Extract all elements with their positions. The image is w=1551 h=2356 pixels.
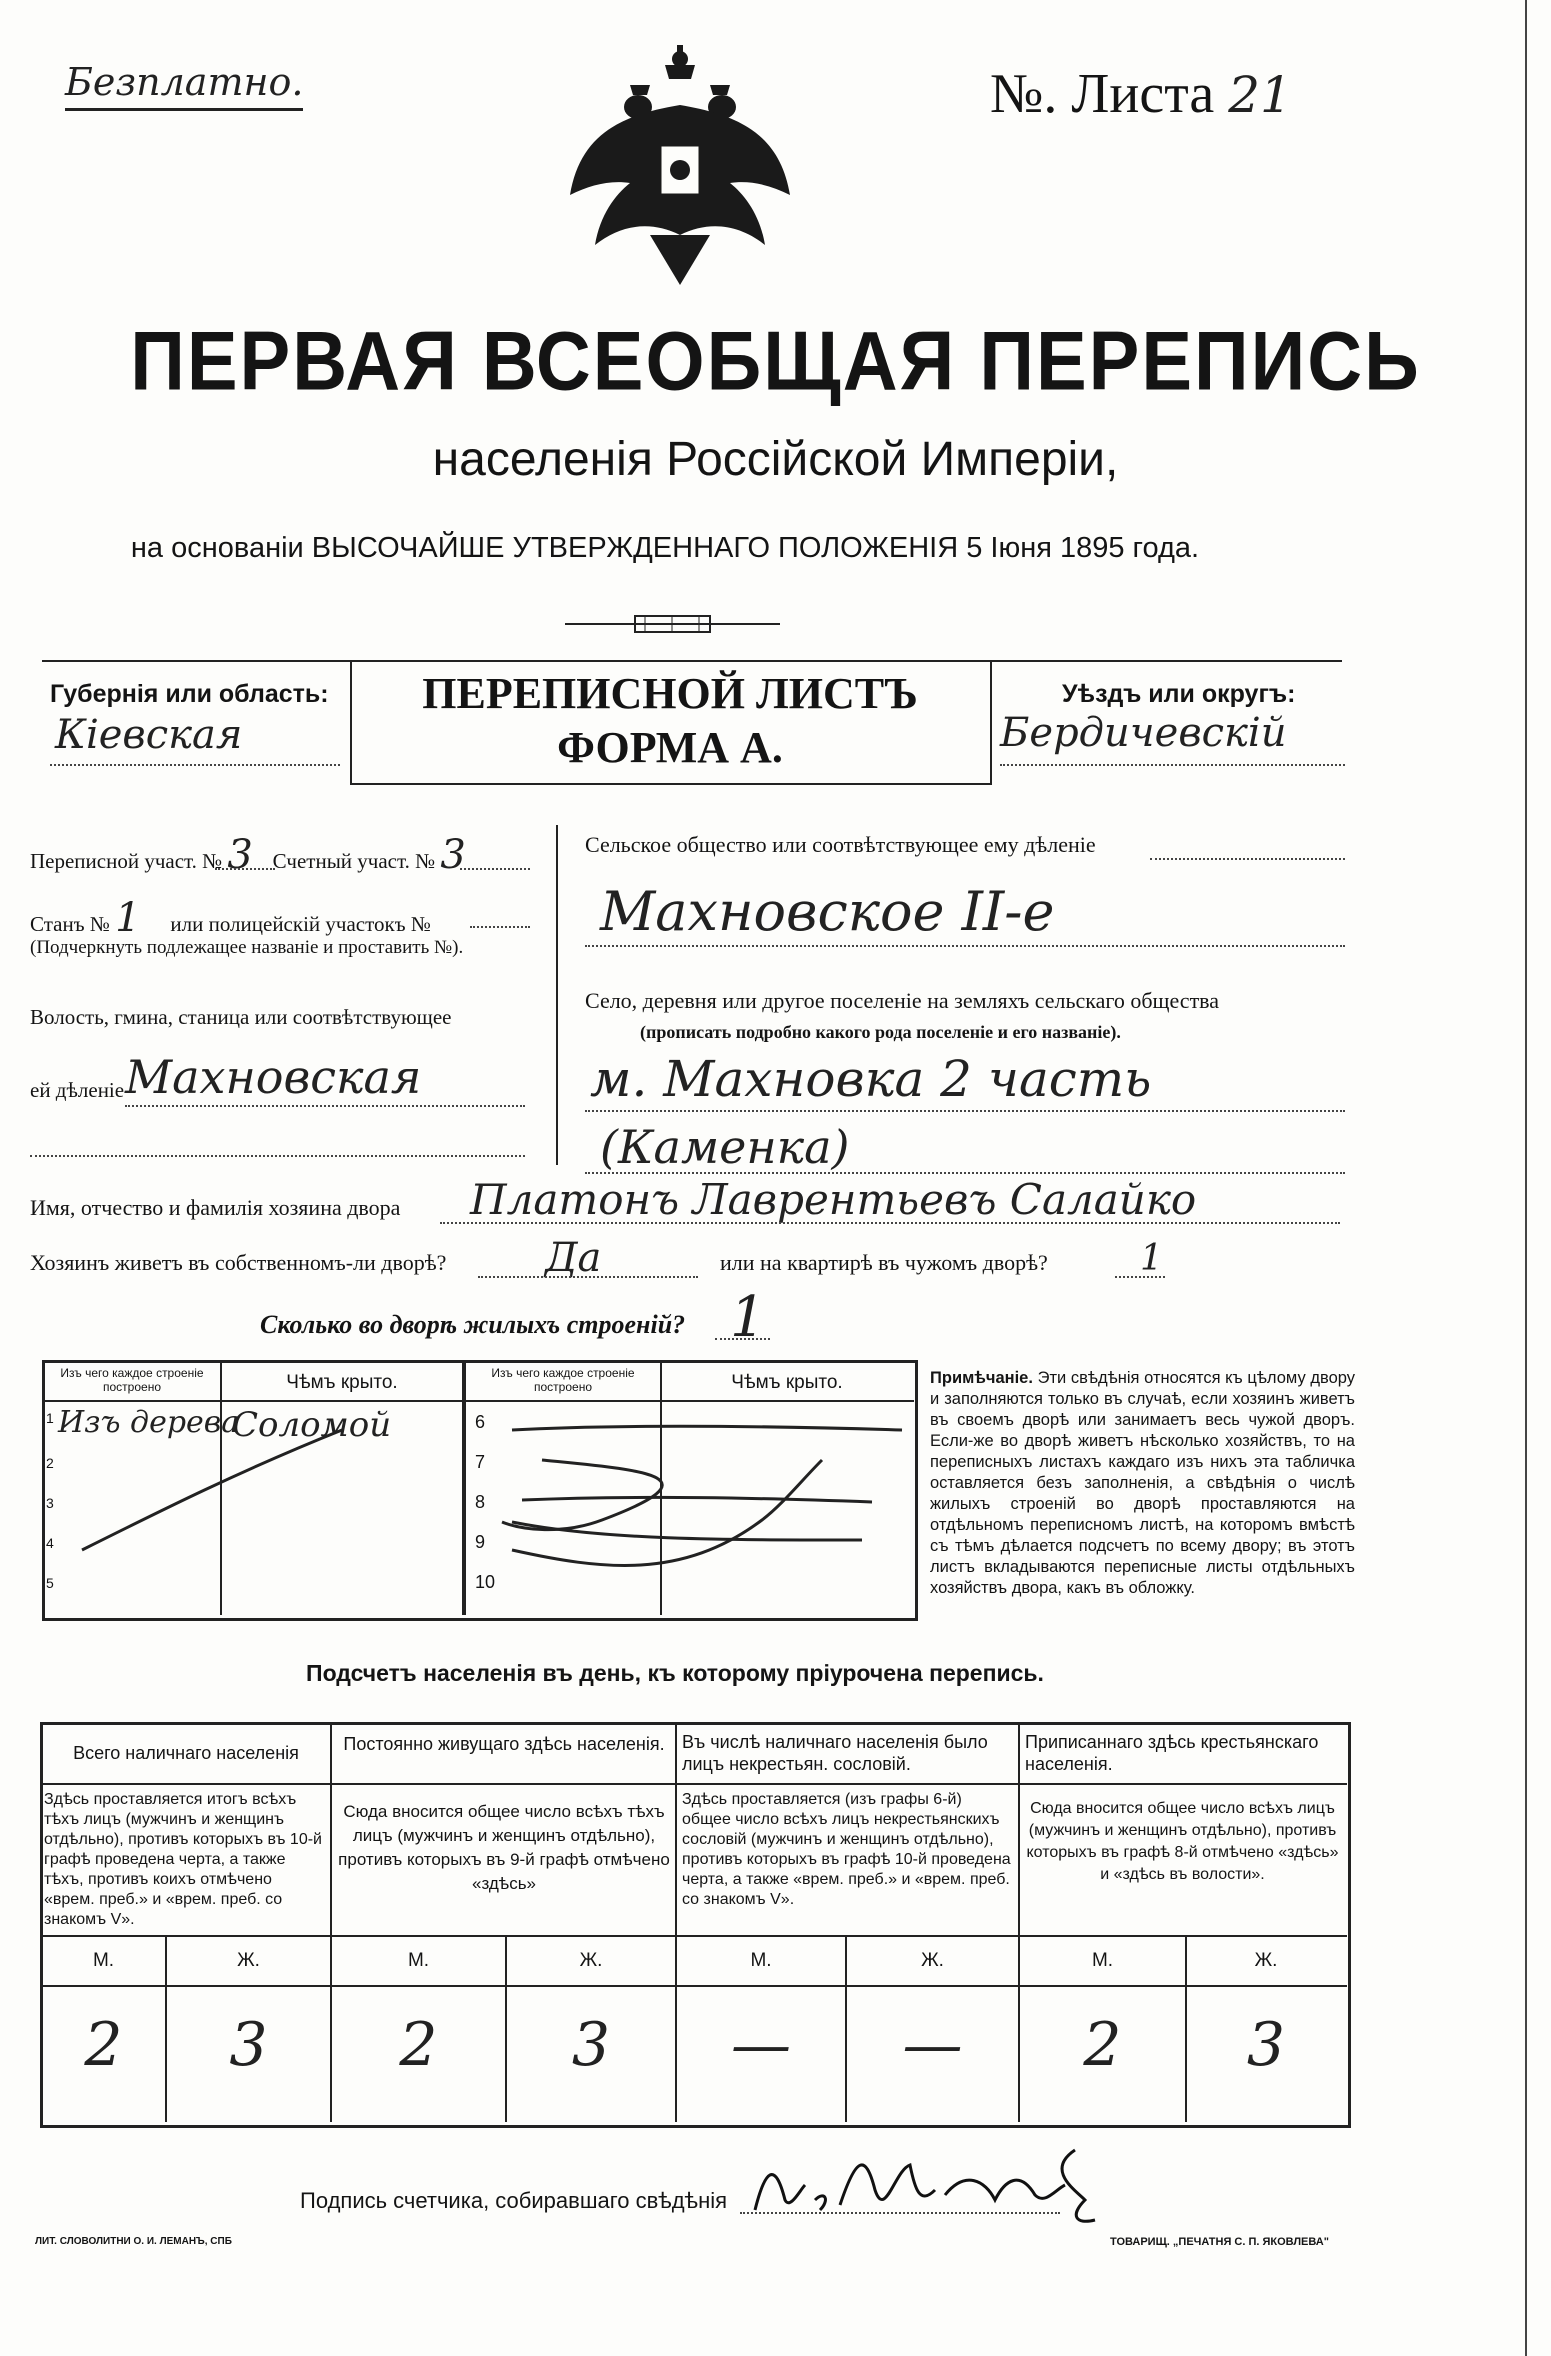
row-num-10: 10 xyxy=(475,1572,496,1592)
basis-line: на основаніи ВЫСОЧАЙШЕ УТВЕРЖДЕННАГО ПОЛОЖЕНІЯ 5 Іюня 1895 года. xyxy=(130,532,1200,564)
pop-col-4-m-label: М. xyxy=(1091,1950,1114,1971)
stan-value: 1 xyxy=(115,895,141,941)
count-district-value: 3 xyxy=(440,832,466,878)
counter-signature xyxy=(745,2130,1105,2230)
volost-label-2: ей дѣленіе xyxy=(30,1078,125,1102)
pop-col-4-f-label: Ж. xyxy=(1254,1950,1278,1971)
pop-col-2-f-label: Ж. xyxy=(579,1950,603,1971)
society-value: Махновское II-е xyxy=(600,880,1055,943)
page-title: ПЕРВАЯ ВСЕОБЩАЯ ПЕРЕПИСЬ xyxy=(130,314,1421,409)
sheet-number: 21 xyxy=(1228,66,1292,124)
census-district-row xyxy=(30,832,466,878)
pop-col-1-m-label: М. xyxy=(92,1950,115,1971)
pop-col-2-f-value: 3 xyxy=(571,2010,611,2080)
rent-value: 1 xyxy=(1140,1238,1163,1279)
pop-col-1-m-value: 2 xyxy=(84,2010,123,2080)
guberniya-value: Кiевская xyxy=(55,712,243,758)
village-note: (прописать подробно какого рода поселеніе и его названіе). xyxy=(640,1022,1121,1042)
pop-col-2-header: Постоянно живущаго здѣсь населенія. xyxy=(343,1734,665,1754)
pop-col-3-m-label: М. xyxy=(750,1950,772,1971)
note-text: Эти свѣдѣнія относятся къ цѣлому двору и заполняются только въ случаѣ, если хозяинъ живетъ въ своемъ дворѣ или занимаетъ весь чужой дворъ. Если-же во дворѣ живетъ нѣсколько хозяйствъ, то на переписныхъ листахъ каждаго изъ нихъ эта табличка оставляется безъ заполненія, а свѣдѣнія о числѣ жилыхъ строеній во дворѣ проставляются на отдѣльномъ переписномъ листѣ, на которомъ вмѣстѣ съ тѣмъ дѣлается подсчетъ по всему двору; въ этотъ листъ вкладываются переписные листы отдѣльныхъ хозяйствъ двора, какъ въ обложку. xyxy=(930,1369,1355,1597)
village-label: Село, деревня или другое поселеніе на земляхъ сельскаго общества xyxy=(585,988,1220,1013)
col-material-right: Изъ чего каждое строеніе построено xyxy=(491,1366,635,1394)
pop-col-2-m-value: 2 xyxy=(399,2010,438,2080)
row-num-9: 9 xyxy=(475,1532,486,1552)
page-subtitle: населенія Россійской Имперіи, xyxy=(432,433,1119,486)
row-num-3: 3 xyxy=(46,1495,54,1511)
village-value-2: (Каменка) xyxy=(600,1120,850,1174)
village-value: м. Махновка 2 часть xyxy=(590,1050,1152,1108)
population-title: Подсчетъ населенія въ день, къ которому пріурочена перепись. xyxy=(306,1660,1044,1686)
guberniya-label: Губернія или область: xyxy=(50,680,329,708)
note-title: Примѣчаніе. xyxy=(930,1369,1033,1387)
ornament-divider xyxy=(565,612,780,636)
scan-edge xyxy=(1525,0,1527,2356)
stan-label: Станъ № xyxy=(30,912,110,936)
col-roof-right: Чѣмъ крыто. xyxy=(731,1372,843,1393)
pop-col-3-f-label: Ж. xyxy=(921,1950,944,1971)
pop-col-1-f-label: Ж. xyxy=(237,1950,260,1971)
row-num-5: 5 xyxy=(46,1575,54,1591)
pop-col-4-m-value: 2 xyxy=(1083,2010,1122,2080)
census-district-value: 3 xyxy=(227,832,253,878)
count-district-label: Счетный участ. № xyxy=(272,849,436,873)
volost-label: Волость, гмина, станица или соотвѣтствующее xyxy=(30,1005,452,1029)
census-district-label: Переписной участ. № xyxy=(30,849,223,873)
row-num-6: 6 xyxy=(475,1412,486,1432)
printer-right: ТОВАРИЩ. „ПЕЧАТНЯ С. П. ЯКОВЛЕВА" xyxy=(1110,2236,1329,2248)
pop-col-3-header: Въ числѣ наличнаго населенія было лицъ некрестьян. сословій. xyxy=(682,1732,988,1774)
cross-out-strokes xyxy=(42,1400,914,1615)
volost-value: Махновская xyxy=(125,1050,422,1104)
free-label: Безплатно. xyxy=(65,60,304,104)
buildings-label: Сколько во дворѣ жилыхъ строеній? xyxy=(260,1310,686,1339)
row-num-1: 1 xyxy=(46,1410,54,1426)
pop-col-1-f-value: 3 xyxy=(229,2010,268,2080)
row-num-2: 2 xyxy=(46,1455,54,1471)
note-block xyxy=(930,1368,1355,1599)
sheet-label xyxy=(990,62,1292,126)
printer-left: ЛИТ. СЛОВОЛИТНИ О. И. ЛЕМАНЪ, СПБ xyxy=(35,2236,232,2247)
rent-label: или на квартирѣ въ чужомъ дворѣ? xyxy=(720,1250,1048,1275)
pop-col-3-m-value: — xyxy=(731,2010,791,2080)
pop-col-4-f-value: 3 xyxy=(1246,2010,1286,2080)
pop-col-4-header: Приписаннаго здѣсь крестьянскаго населенія. xyxy=(1025,1732,1319,1774)
row-num-7: 7 xyxy=(475,1452,486,1472)
pop-col-3-desc: Здѣсь проставляется (изъ графы 6-й) общее число всѣхъ лицъ некрестьянскихъ сословій (мужчинъ и женщинъ отдѣльно), противъ которыхъ въ графѣ 10-й проведена черта, а также «врем. преб.» и «врем. преб. со знакомъ V». xyxy=(682,1791,1011,1908)
owner-name-label: Имя, отчество и фамилія хозяина двора xyxy=(30,1195,401,1220)
form-subtitle: ФОРМА А. xyxy=(557,723,783,772)
uezd-label: Уѣздъ или округъ: xyxy=(1062,680,1296,708)
row-1-material: Изъ дерева xyxy=(58,1405,240,1440)
col-roof-left: Чѣмъ крыто. xyxy=(286,1372,398,1393)
pop-col-3-f-value: — xyxy=(902,2010,963,2080)
coat-of-arms-icon xyxy=(560,45,800,295)
own-yard-label: Хозяинъ живетъ въ собственномъ-ли дворѣ? xyxy=(30,1250,447,1275)
pop-col-1-header: Всего наличнаго населенія xyxy=(73,1743,299,1763)
row-num-4: 4 xyxy=(46,1535,54,1551)
society-label: Сельское общество или соотвѣтствующее ему дѣленіе xyxy=(585,832,1096,857)
col-material-left: Изъ чего каждое строеніе построено xyxy=(60,1366,204,1394)
uezd-value: Бердичевскiй xyxy=(1000,710,1287,756)
pop-col-2-m-label: М. xyxy=(407,1950,430,1971)
own-yard-value: Да xyxy=(545,1235,602,1281)
underline-note: (Подчеркнуть подлежащее названіе и проставить №). xyxy=(30,937,464,958)
pop-col-1-desc: Здѣсь проставляется итогъ всѣхъ тѣхъ лицъ (мужчинъ и женщинъ отдѣльно), противъ которыхъ въ 10-й графѣ проведена черта, а также тѣхъ, противъ коихъ отмѣчено «врем. преб.» и «врем. преб. со знакомъ V». xyxy=(44,1791,322,1928)
stan-row xyxy=(30,895,431,941)
owner-name-value: Платонъ Лаврентьевъ Салайко xyxy=(470,1175,1197,1224)
signature-label: Подпись счетчика, собиравшаго свѣдѣнія xyxy=(300,2188,728,2213)
sheet-label-text: №. Листа xyxy=(990,63,1215,125)
pop-col-4-desc: Сюда вносится общее число всѣхъ лицъ (мужчинъ и женщинъ отдѣльно), противъ которыхъ въ графѣ 8-й отмѣчено «здѣсь» и «здѣсь въ волости». xyxy=(1026,1800,1339,1883)
buildings-value: 1 xyxy=(730,1285,766,1350)
pop-col-2-desc: Сюда вносится общее число всѣхъ тѣхъ лицъ (мужчинъ и женщинъ отдѣльно), противъ которыхъ въ 9-й графѣ отмѣчено «здѣсь» xyxy=(338,1802,670,1893)
form-title: ПЕРЕПИСНОЙ ЛИСТЪ xyxy=(422,669,918,718)
row-num-8: 8 xyxy=(475,1492,486,1512)
row-1-roof: Соломой xyxy=(232,1405,392,1445)
police-label: или полицейскій участокъ № xyxy=(170,912,431,936)
